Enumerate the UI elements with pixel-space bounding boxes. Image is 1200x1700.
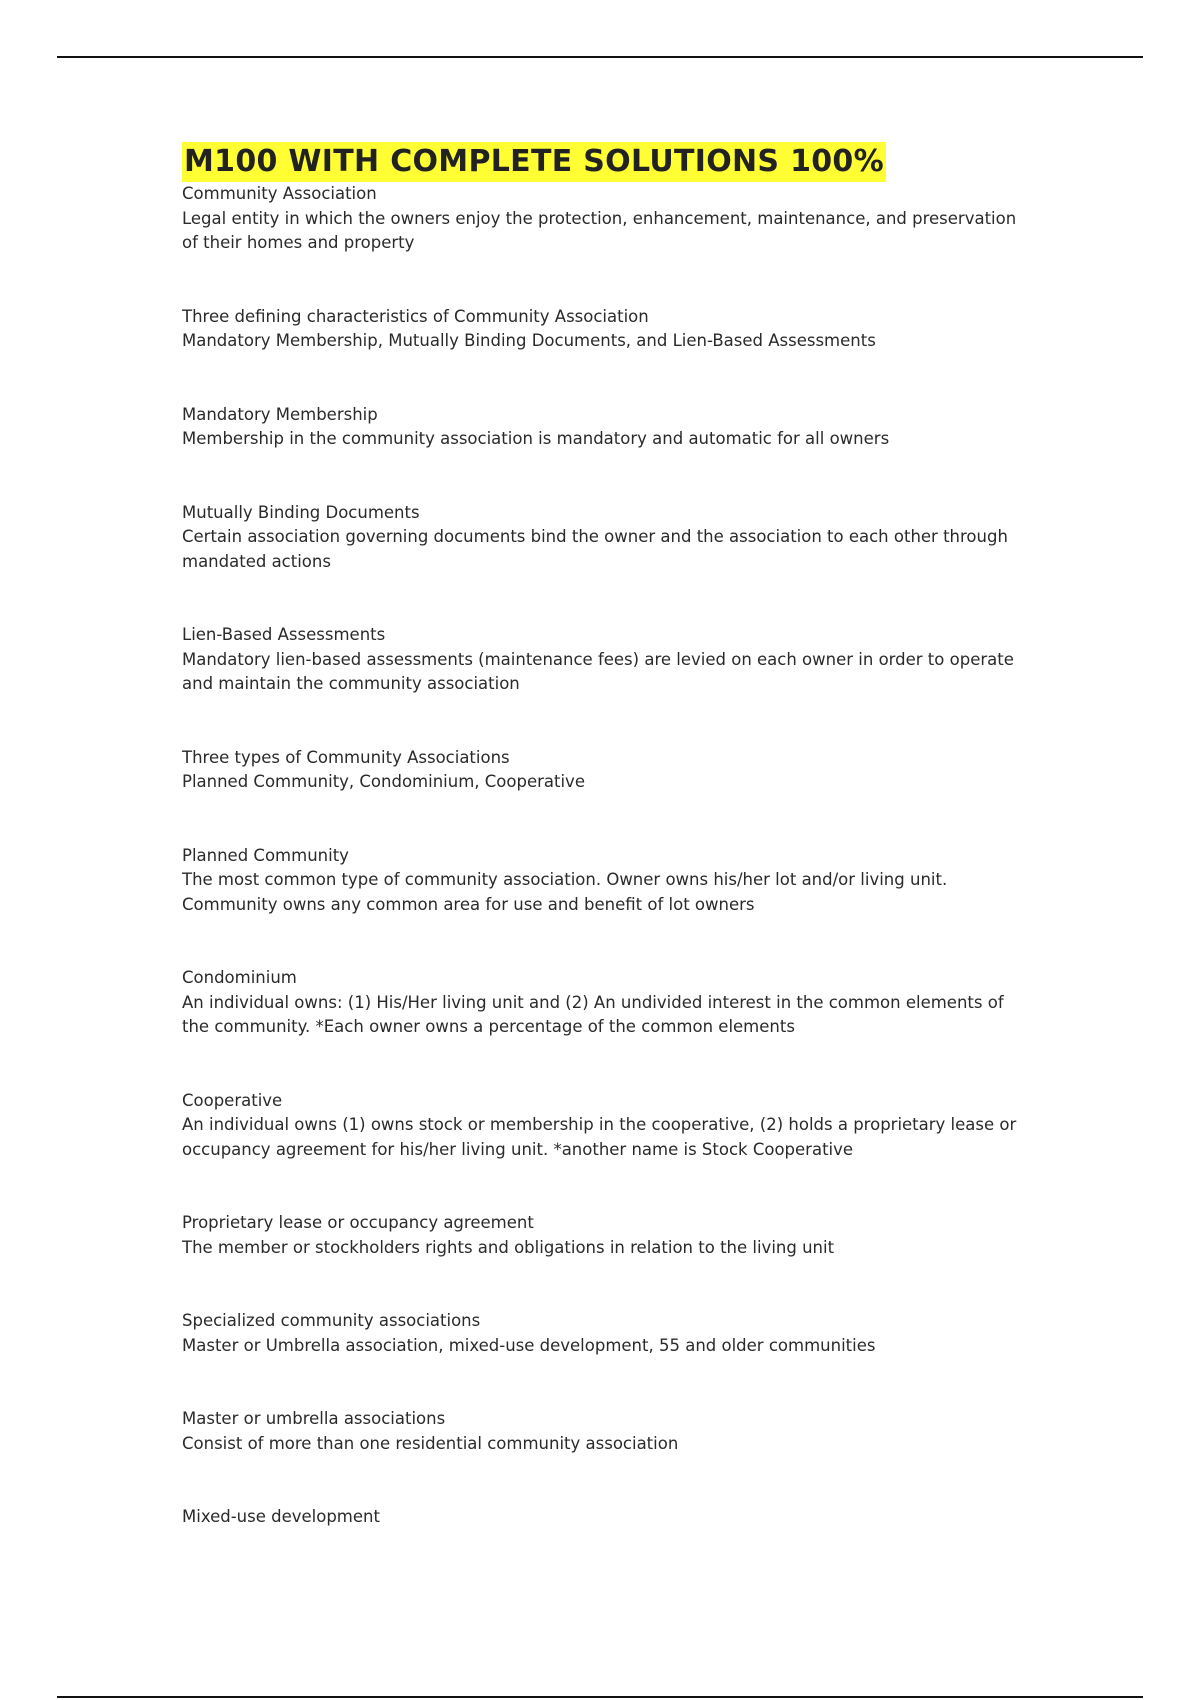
entry-term: Proprietary lease or occupancy agreement — [182, 1213, 534, 1232]
entry-mandatory-membership — [182, 403, 1022, 452]
entry-term: Cooperative — [182, 1090, 283, 1110]
entries-list — [182, 182, 1022, 1530]
entry-specialized-associations — [182, 1309, 1022, 1358]
entry-definition: Mandatory lien-based assessments (maintenance fees) are levied on each owner in order to operate and maintain the community association — [182, 649, 1014, 693]
entry-term: Three types of Community Associations — [182, 747, 510, 767]
entry-condominium — [182, 966, 1022, 1040]
document-body — [182, 142, 1022, 1530]
entry-mixed-use-development — [182, 1505, 1022, 1530]
entry-definition: Planned Community, Condominium, Cooperative — [182, 772, 585, 791]
entry-community-association — [182, 182, 1022, 256]
entry-mutually-binding-documents — [182, 501, 1022, 575]
entry-term: Lien-Based Assessments — [182, 625, 386, 644]
entry-definition: Membership in the community association is mandatory and automatic for all owners — [182, 429, 890, 448]
entry-term: Mixed-use development — [182, 1507, 380, 1526]
entry-definition: An individual owns: (1) His/Her living unit and (2) An undivided interest in the common elements of the community. *Each owner owns a percentage of the common elements — [182, 992, 1004, 1036]
entry-term: Master or umbrella associations — [182, 1409, 446, 1428]
entry-term: Specialized community associations — [182, 1311, 481, 1330]
entry-three-types — [182, 746, 1022, 795]
entry-definition: Master or Umbrella association, mixed-use development, 55 and older communities — [182, 1335, 876, 1355]
entry-definition: Certain association governing documents bind the owner and the association to each other through mandated actions — [182, 527, 1008, 571]
entry-term: Three defining characteristics of Community Association — [182, 306, 649, 326]
entry-term: Condominium — [182, 968, 297, 987]
entry-lien-based-assessments — [182, 623, 1022, 697]
entry-term: Mandatory Membership — [182, 404, 378, 424]
entry-definition: Legal entity in which the owners enjoy the protection, enhancement, maintenance, and preservation of their homes and property — [182, 208, 1017, 252]
page-bottom-rule — [57, 1696, 1143, 1698]
entry-master-umbrella — [182, 1407, 1022, 1456]
page-top-rule — [57, 56, 1143, 58]
entry-planned-community — [182, 844, 1022, 918]
entry-definition: Consist of more than one residential community association — [182, 1433, 679, 1453]
entry-definition: The most common type of community association. Owner owns his/her lot and/or living unit. Community owns any common area for use and benefit of lot owners — [182, 870, 948, 914]
entry-term: Community Association — [182, 184, 377, 203]
document-title: M100 WITH COMPLETE SOLUTIONS 100% — [182, 142, 886, 182]
entry-three-defining-characteristics — [182, 305, 1022, 354]
entry-cooperative — [182, 1089, 1022, 1163]
entry-definition: Mandatory Membership, Mutually Binding Documents, and Lien-Based Assessments — [182, 331, 876, 350]
entry-term: Mutually Binding Documents — [182, 502, 420, 522]
entry-definition: An individual owns (1) owns stock or membership in the cooperative, (2) holds a proprietary lease or occupancy agreement for his/her living unit. *another name is Stock Cooperative — [182, 1115, 1017, 1159]
entry-term: Planned Community — [182, 845, 349, 865]
entry-proprietary-lease — [182, 1211, 1022, 1260]
entry-definition: The member or stockholders rights and obligations in relation to the living unit — [182, 1237, 835, 1257]
